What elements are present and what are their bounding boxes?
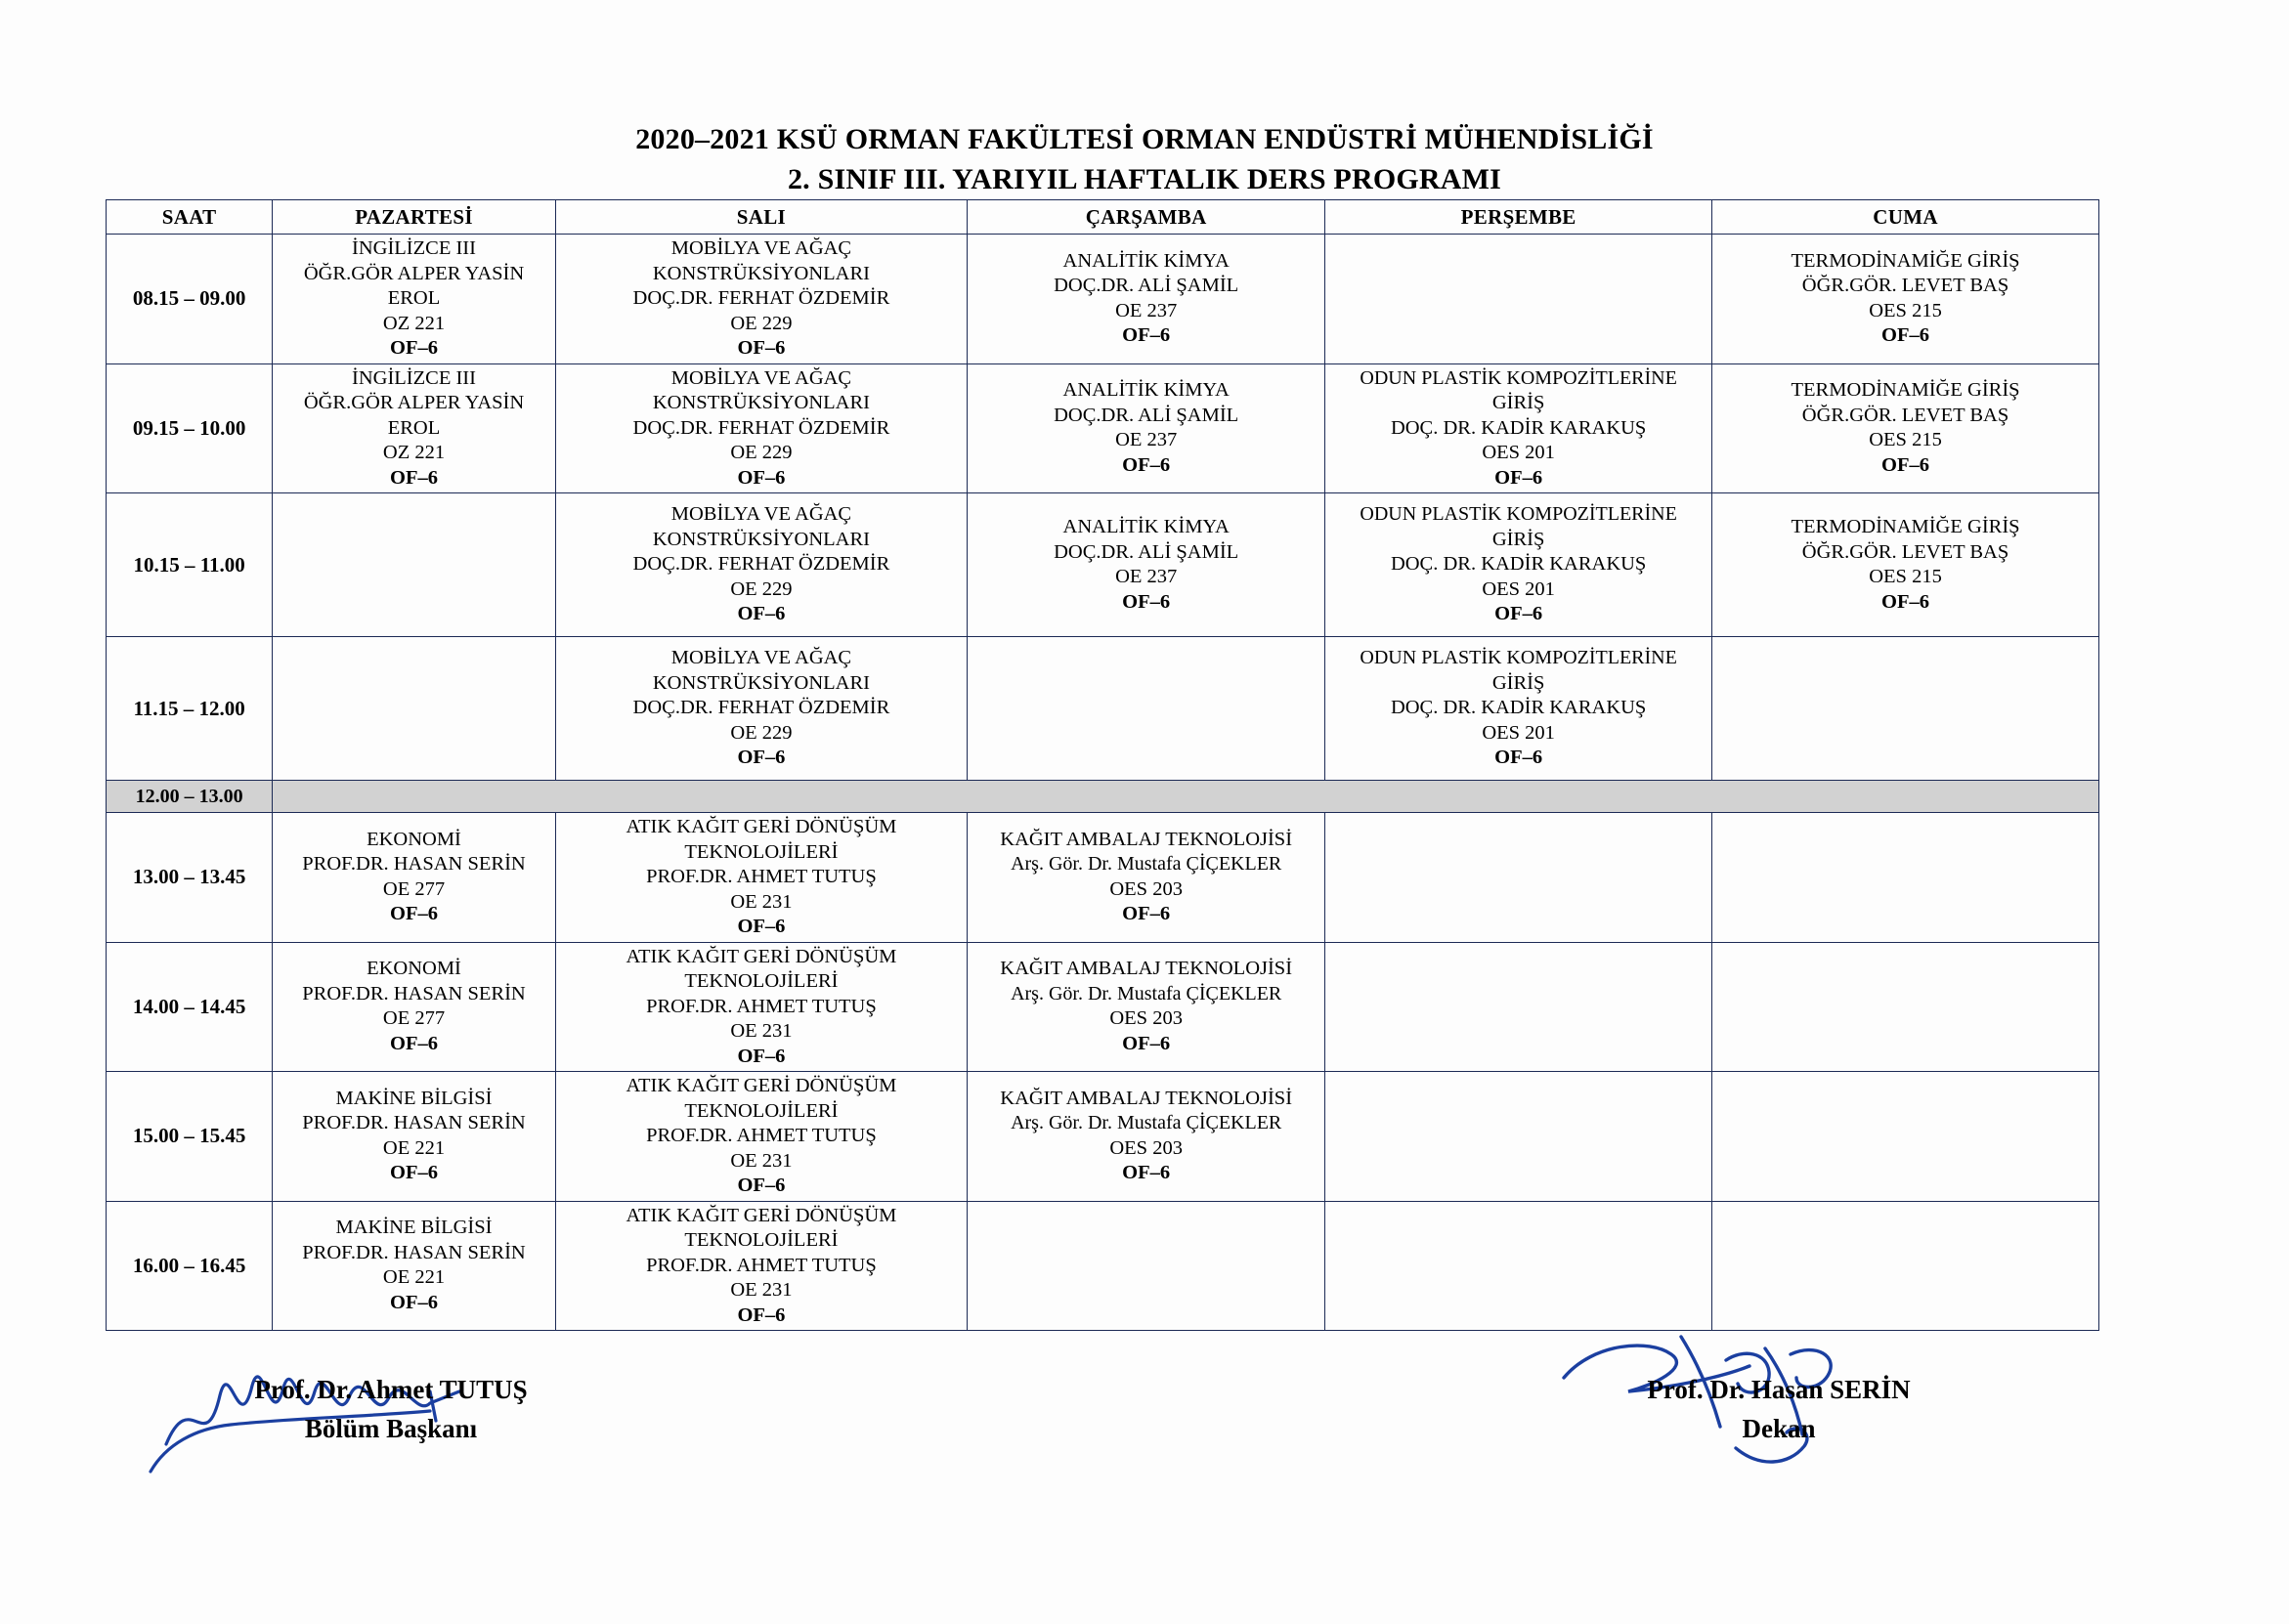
course-cell — [1325, 493, 1712, 637]
course-line: DOÇ. DR. KADİR KARAKUŞ — [1390, 697, 1647, 719]
course-cell — [555, 235, 967, 364]
course-line: GİRİŞ — [1491, 392, 1545, 413]
course-cell — [555, 1072, 967, 1202]
course-line: OE 231 — [730, 890, 793, 913]
course-line: OES 215 — [1869, 566, 1942, 587]
course-cell — [273, 942, 555, 1072]
course-line: KAĞIT AMBALAJ TEKNOLOJİSİ — [1000, 1087, 1293, 1109]
course-line: MAKİNE BİLGİSİ — [335, 1217, 493, 1239]
course-cell — [968, 942, 1325, 1072]
course-line: PROF.DR. AHMET TUTUŞ — [646, 866, 877, 887]
empty-cell — [1325, 235, 1712, 364]
signature-right — [1525, 1370, 2033, 1448]
course-line: PROF.DR. AHMET TUTUŞ — [646, 995, 877, 1017]
course-line: OZ 221 — [382, 312, 446, 334]
course-cell — [968, 1072, 1325, 1202]
course-line: MOBİLYA VE AĞAÇ — [670, 237, 852, 259]
empty-cell — [1712, 1201, 2099, 1331]
course-line: MOBİLYA VE AĞAÇ — [670, 647, 852, 669]
course-line: OF–6 — [1122, 903, 1171, 925]
document-title — [0, 119, 2289, 199]
course-line: OE 237 — [1115, 429, 1178, 451]
course-line: OF–6 — [1881, 453, 1930, 476]
course-line: OF–6 — [1494, 603, 1543, 625]
course-line: OF–6 — [1881, 324, 1930, 347]
course-line: OF–6 — [737, 916, 786, 937]
empty-cell — [1325, 1201, 1712, 1331]
course-line: DOÇ.DR. FERHAT ÖZDEMİR — [632, 416, 890, 439]
course-line: OF–6 — [1122, 590, 1171, 613]
course-line: OF–6 — [737, 603, 786, 625]
lunch-break-time: 12.00 – 13.00 — [107, 781, 273, 813]
course-cell — [555, 1201, 967, 1331]
course-line: OE 231 — [730, 1020, 793, 1042]
course-line: OF–6 — [1122, 1032, 1171, 1054]
course-line: ODUN PLASTİK KOMPOZİTLERİNE — [1360, 366, 1677, 389]
lunch-break-span — [273, 781, 2099, 813]
course-line: DOÇ.DR. ALİ ŞAMİL — [1054, 404, 1239, 426]
course-line: TERMODİNAMİĞE GİRİŞ — [1791, 516, 2020, 537]
course-line: ANALİTİK KİMYA — [1062, 379, 1230, 402]
course-line: OE 221 — [382, 1136, 446, 1159]
course-line: PROF.DR. AHMET TUTUŞ — [646, 1125, 877, 1146]
course-line: ÖĞR.GÖR. LEVET BAŞ — [1801, 404, 2009, 426]
course-cell — [968, 363, 1325, 493]
course-line: ATIK KAĞIT GERİ DÖNÜŞÜM — [626, 1075, 897, 1096]
empty-cell — [1712, 637, 2099, 781]
course-line: OF–6 — [390, 337, 438, 359]
course-line: KONSTRÜKSİYONLARI — [652, 392, 870, 413]
course-line: DOÇ.DR. ALİ ŞAMİL — [1054, 540, 1239, 563]
course-line: OES 215 — [1869, 429, 1942, 451]
table-header-row — [107, 200, 2099, 235]
course-line: TERMODİNAMİĞE GİRİŞ — [1791, 249, 2020, 272]
course-line: KONSTRÜKSİYONLARI — [652, 528, 870, 550]
row-time-label: 08.15 – 09.00 — [107, 235, 273, 364]
title-line-2: 2. SINIF III. YARIYIL HAFTALIK DERS PROGRAMI — [787, 163, 1502, 195]
table-row — [107, 363, 2099, 493]
course-line: OE 229 — [730, 721, 793, 744]
course-line: GİRİŞ — [1491, 671, 1545, 694]
course-line: OF–6 — [390, 1291, 438, 1313]
course-line: PROF.DR. AHMET TUTUŞ — [646, 1254, 877, 1276]
course-line: KONSTRÜKSİYONLARI — [652, 671, 870, 694]
course-line: ODUN PLASTİK KOMPOZİTLERİNE — [1360, 647, 1677, 669]
course-cell — [555, 637, 967, 781]
course-line: ÖĞR.GÖR ALPER YASİN — [303, 262, 525, 284]
row-time-label: 11.15 – 12.00 — [107, 637, 273, 781]
table-row — [107, 493, 2099, 637]
course-line: OF–6 — [390, 1162, 438, 1184]
course-line: OES 201 — [1482, 577, 1555, 600]
table-row — [107, 1201, 2099, 1331]
course-cell — [555, 942, 967, 1072]
course-line: EROL — [387, 416, 441, 439]
course-line: OE 229 — [730, 577, 793, 600]
lunch-break-row — [107, 781, 2099, 813]
course-line: OF–6 — [1122, 324, 1171, 347]
course-line: TERMODİNAMİĞE GİRİŞ — [1791, 379, 2020, 402]
weekly-schedule-table — [106, 199, 2099, 1331]
course-line: EKONOMİ — [367, 828, 461, 850]
course-line: OES 201 — [1482, 721, 1555, 744]
course-line: OES 215 — [1869, 299, 1942, 321]
course-line: ATIK KAĞIT GERİ DÖNÜŞÜM — [626, 816, 897, 837]
course-line: OF–6 — [390, 1032, 438, 1054]
course-line: Arş. Gör. Dr. Mustafa ÇİÇEKLER — [1011, 853, 1282, 876]
course-line: PROF.DR. HASAN SERİN — [302, 1112, 526, 1134]
course-line: MOBİLYA VE AĞAÇ — [670, 503, 852, 526]
course-line: OF–6 — [1881, 590, 1930, 613]
column-header-sali: SALI — [555, 200, 967, 235]
signature-left-role: Bölüm Başkanı — [304, 1414, 478, 1443]
signature-right-name: Prof. Dr. Hasan SERİN — [1647, 1375, 1911, 1404]
title-line-1: 2020–2021 KSÜ ORMAN FAKÜLTESİ ORMAN ENDÜSTRİ MÜHENDİSLİĞİ — [635, 123, 1654, 155]
course-line: MAKİNE BİLGİSİ — [335, 1087, 493, 1109]
course-line: OE 237 — [1115, 566, 1178, 587]
course-line: EKONOMİ — [367, 958, 461, 980]
course-cell — [1712, 363, 2099, 493]
signature-left-name: Prof. Dr. Ahmet TUTUŞ — [254, 1375, 528, 1404]
row-time-label: 16.00 – 16.45 — [107, 1201, 273, 1331]
course-line: OF–6 — [390, 466, 438, 489]
course-line: TEKNOLOJİLERİ — [684, 840, 839, 863]
empty-cell — [968, 1201, 1325, 1331]
course-line: PROF.DR. HASAN SERİN — [302, 853, 526, 876]
empty-cell — [273, 637, 555, 781]
course-line: MOBİLYA VE AĞAÇ — [670, 366, 852, 389]
course-line: OE 231 — [730, 1279, 793, 1301]
course-line: ANALİTİK KİMYA — [1062, 516, 1230, 537]
course-cell — [555, 813, 967, 943]
column-header-carsamba: ÇARŞAMBA — [968, 200, 1325, 235]
empty-cell — [968, 637, 1325, 781]
course-line: TEKNOLOJİLERİ — [684, 1229, 839, 1251]
table-row — [107, 235, 2099, 364]
empty-cell — [273, 493, 555, 637]
table-row — [107, 942, 2099, 1072]
course-line: ODUN PLASTİK KOMPOZİTLERİNE — [1360, 503, 1677, 526]
course-line: OE 237 — [1115, 299, 1178, 321]
course-line: OF–6 — [1494, 747, 1543, 769]
course-line: DOÇ.DR. FERHAT ÖZDEMİR — [632, 287, 890, 309]
table-row — [107, 1072, 2099, 1202]
empty-cell — [1712, 942, 2099, 1072]
course-line: OES 203 — [1109, 1007, 1183, 1030]
course-line: Arş. Gör. Dr. Mustafa ÇİÇEKLER — [1011, 982, 1282, 1004]
course-line: KAĞIT AMBALAJ TEKNOLOJİSİ — [1000, 828, 1293, 850]
course-line: OE 229 — [730, 312, 793, 334]
course-line: DOÇ.DR. FERHAT ÖZDEMİR — [632, 697, 890, 719]
row-time-label: 15.00 – 15.45 — [107, 1072, 273, 1202]
course-cell — [1712, 493, 2099, 637]
course-line: OF–6 — [1122, 453, 1171, 476]
course-line: OF–6 — [737, 1303, 786, 1326]
course-line: OF–6 — [1122, 1162, 1171, 1184]
empty-cell — [1712, 813, 2099, 943]
course-line: OF–6 — [1494, 466, 1543, 489]
course-line: DOÇ. DR. KADİR KARAKUŞ — [1390, 553, 1647, 576]
signature-left — [137, 1370, 645, 1448]
table-row — [107, 813, 2099, 943]
course-line: OE 221 — [382, 1266, 446, 1289]
course-line: ATIK KAĞIT GERİ DÖNÜŞÜM — [626, 945, 897, 967]
course-line: OE 231 — [730, 1149, 793, 1172]
empty-cell — [1325, 813, 1712, 943]
row-time-label: 10.15 – 11.00 — [107, 493, 273, 637]
course-cell — [273, 813, 555, 943]
column-header-persembe: PERŞEMBE — [1325, 200, 1712, 235]
course-line: DOÇ. DR. KADİR KARAKUŞ — [1390, 416, 1647, 439]
column-header-pazartesi: PAZARTESİ — [273, 200, 555, 235]
empty-cell — [1325, 942, 1712, 1072]
course-line: KAĞIT AMBALAJ TEKNOLOJİSİ — [1000, 958, 1293, 980]
signature-area — [0, 1348, 2289, 1475]
course-line: OF–6 — [737, 747, 786, 769]
course-cell — [273, 1072, 555, 1202]
course-line: ÖĞR.GÖR. LEVET BAŞ — [1801, 540, 2009, 563]
course-line: OF–6 — [737, 466, 786, 489]
course-cell — [273, 235, 555, 364]
course-cell — [968, 235, 1325, 364]
column-header-cuma: CUMA — [1712, 200, 2099, 235]
course-cell — [968, 493, 1325, 637]
course-line: DOÇ.DR. FERHAT ÖZDEMİR — [632, 553, 890, 576]
course-cell — [1712, 235, 2099, 364]
course-line: OE 229 — [730, 442, 793, 463]
empty-cell — [1325, 1072, 1712, 1202]
course-line: OE 277 — [382, 877, 446, 900]
course-cell — [1325, 637, 1712, 781]
course-line: OF–6 — [737, 1045, 786, 1067]
row-time-label: 14.00 – 14.45 — [107, 942, 273, 1072]
course-line: ÖĞR.GÖR ALPER YASİN — [303, 392, 525, 413]
course-line: OES 201 — [1482, 442, 1555, 463]
course-cell — [555, 493, 967, 637]
course-line: PROF.DR. HASAN SERİN — [302, 982, 526, 1004]
course-line: OZ 221 — [382, 442, 446, 463]
course-line: TEKNOLOJİLERİ — [684, 1099, 839, 1122]
course-line: OES 203 — [1109, 1136, 1183, 1159]
course-line: ATIK KAĞIT GERİ DÖNÜŞÜM — [626, 1204, 897, 1226]
course-line: KONSTRÜKSİYONLARI — [652, 262, 870, 284]
course-line: GİRİŞ — [1491, 528, 1545, 550]
course-line: OE 277 — [382, 1007, 446, 1030]
course-line: TEKNOLOJİLERİ — [684, 970, 839, 992]
course-line: ANALİTİK KİMYA — [1062, 249, 1230, 272]
course-line: İNGİLİZCE III — [352, 237, 476, 259]
signature-right-role: Dekan — [1742, 1414, 1816, 1443]
course-line: OF–6 — [737, 337, 786, 359]
course-line: OES 203 — [1109, 877, 1183, 900]
row-time-label: 13.00 – 13.45 — [107, 813, 273, 943]
row-time-label: 09.15 – 10.00 — [107, 363, 273, 493]
course-line: EROL — [387, 287, 441, 309]
course-line: Arş. Gör. Dr. Mustafa ÇİÇEKLER — [1011, 1112, 1282, 1134]
course-cell — [273, 1201, 555, 1331]
course-line: ÖĞR.GÖR. LEVET BAŞ — [1801, 275, 2009, 297]
course-line: PROF.DR. HASAN SERİN — [302, 1241, 526, 1263]
empty-cell — [1712, 1072, 2099, 1202]
column-header-saat: SAAT — [107, 200, 273, 235]
table-row — [107, 637, 2099, 781]
course-cell — [555, 363, 967, 493]
course-cell — [1325, 363, 1712, 493]
course-line: OF–6 — [390, 903, 438, 925]
course-cell — [968, 813, 1325, 943]
course-line: OF–6 — [737, 1175, 786, 1196]
course-line: İNGİLİZCE III — [352, 366, 476, 389]
course-line: DOÇ.DR. ALİ ŞAMİL — [1054, 275, 1239, 297]
course-cell — [273, 363, 555, 493]
